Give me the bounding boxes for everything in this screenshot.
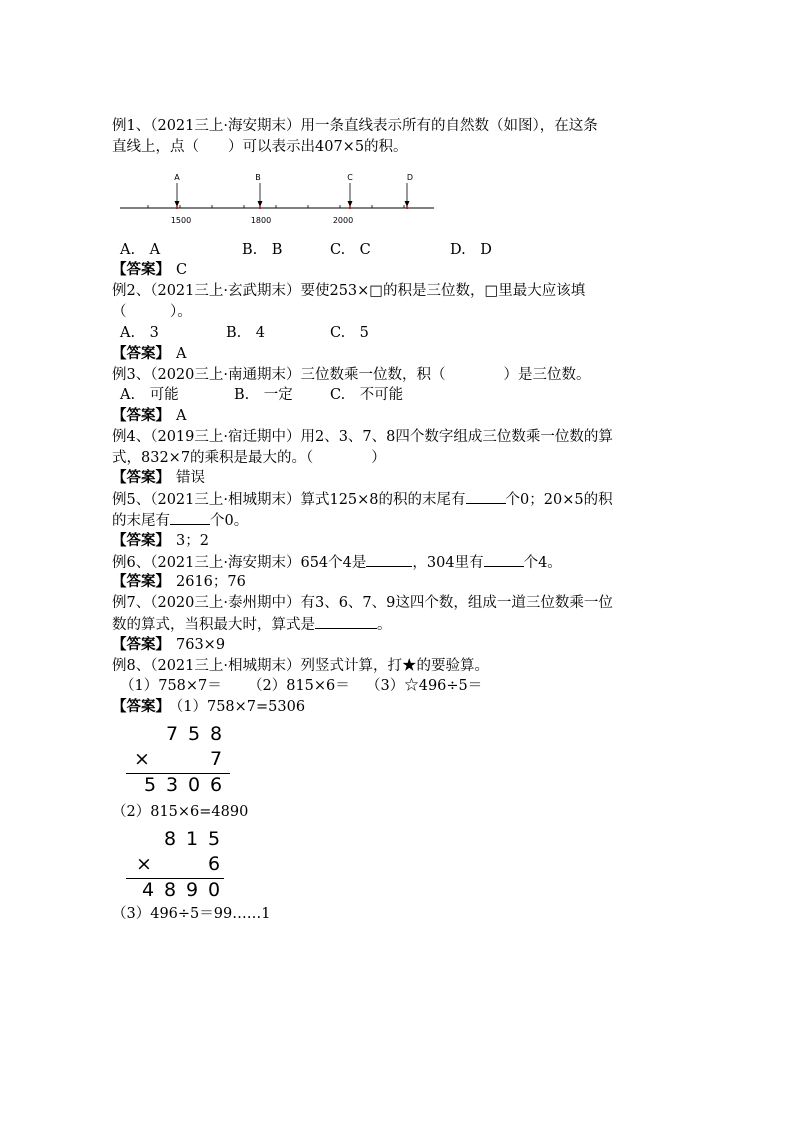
- ex5-text-part1: 例5、（2021三上·相城期末）算式125×8的积的末尾有: [112, 492, 466, 508]
- ex3-answer-value: A: [176, 408, 187, 424]
- ex8-problem-1: （1）758×7＝: [120, 678, 222, 694]
- point-a-label: A: [174, 173, 180, 182]
- ex2-options: [120, 323, 369, 343]
- calc2-multiplier: 6: [207, 853, 221, 875]
- answer-label: 【答案】: [112, 574, 170, 590]
- ex7-question-line2: [112, 614, 392, 635]
- calc1-top-digit: 8: [209, 723, 223, 745]
- ex7-text-part2: 。: [377, 617, 392, 633]
- calc2-result-row: [124, 878, 234, 902]
- answer-label: 【答案】: [112, 533, 170, 549]
- ex8-answer-1: （1）758×7=5306: [176, 699, 306, 715]
- ex5-text-part2: 个0；20×5的积: [505, 492, 613, 508]
- ex6-text-part1: 例6、（2021三上·海安期末）654个4是: [112, 555, 367, 571]
- tick-label-1500: 1500: [170, 216, 192, 225]
- ex4-answer-value: 错误: [176, 470, 205, 486]
- ex4-question-line2: 式，832×7的乘积是最大的。（ ）: [112, 450, 386, 466]
- calc2-result-digit: 8: [163, 879, 177, 901]
- answer-label: 【答案】: [112, 262, 170, 278]
- vertical-calc-758x7: [124, 722, 234, 798]
- ex6-text-part3: 个4。: [523, 555, 562, 571]
- ex5-text-part3: 的末尾有: [112, 513, 170, 529]
- ex5-question-line2: [112, 510, 248, 531]
- ex5-answer-value: 3；2: [176, 533, 209, 549]
- calc2-result-digit: 4: [141, 879, 155, 901]
- calc2-result-digit: 9: [185, 879, 199, 901]
- calc1-result-digit: 5: [143, 774, 157, 796]
- calc2-top-row: [124, 827, 234, 851]
- ex1-option-c: C. C: [330, 242, 371, 258]
- calc1-top-row: [124, 722, 234, 746]
- ex5-blank-1[interactable]: [466, 489, 506, 504]
- calc1-result-digit: 0: [187, 774, 201, 796]
- ex2-option-b: B. 4: [226, 325, 265, 341]
- point-b-label: B: [255, 173, 261, 182]
- calc2-top-digit: 5: [207, 828, 221, 850]
- ex6-blank-1[interactable]: [366, 552, 412, 567]
- ex7-text-part1: 数的算式，当积最大时，算式是: [112, 617, 315, 633]
- calc2-top-digit: 8: [163, 828, 177, 850]
- ex8-answer-3: （3）496÷5＝99……1: [112, 906, 271, 922]
- ex8-answer: [112, 697, 305, 717]
- calc1-multiplier-row: [124, 747, 234, 771]
- ex5-blank-2[interactable]: [170, 510, 210, 525]
- point-d-marker: [405, 173, 414, 209]
- tick-label-2000: 2000: [332, 216, 354, 225]
- calc1-times-sign: ×: [134, 748, 150, 770]
- ex3-option-b: B. 一定: [234, 387, 293, 403]
- ex1-answer: [112, 260, 187, 280]
- ex1-option-d: D. D: [450, 242, 492, 258]
- calc2-times-sign: ×: [136, 853, 152, 875]
- answer-label: 【答案】: [112, 470, 170, 486]
- ex7-blank[interactable]: [315, 614, 377, 629]
- calc2-result-digit: 0: [207, 879, 221, 901]
- point-b-marker: [255, 173, 262, 209]
- tick-label-1800: 1800: [250, 216, 272, 225]
- ex6-answer-value: 2616；76: [176, 574, 246, 590]
- ex4-answer: [112, 468, 205, 488]
- ex2-question-line1: 例2、（2021三上·玄武期末）要使253×□的积是三位数，□里最大应该填: [112, 283, 586, 299]
- ex2-option-a: A. 3: [120, 325, 159, 341]
- answer-label: 【答案】: [112, 699, 170, 715]
- ex1-option-a: A. A: [120, 242, 161, 258]
- ex3-options: [120, 385, 403, 405]
- calc1-result-digit: 3: [165, 774, 179, 796]
- ex6-question-line1: [112, 552, 562, 573]
- vertical-calc-815x6: [124, 827, 234, 903]
- ex8-problem-2: （2）815×6＝: [248, 678, 350, 694]
- ex6-text-part2: ，304里有: [412, 555, 484, 571]
- ex5-question-line1: [112, 489, 613, 510]
- ex4-question-line1: 例4、（2019三上·宿迁期中）用2、3、7、8四个数字组成三位数乘一位数的算: [112, 429, 613, 445]
- ex7-question-line1: 例7、（2020三上·泰州期中）有3、6、7、9这四个数，组成一道三位数乘一位: [112, 595, 613, 611]
- ex3-option-c: C. 不可能: [330, 387, 404, 403]
- point-d-label: D: [406, 173, 414, 182]
- answer-label: 【答案】: [112, 637, 170, 653]
- ex7-answer: [112, 635, 225, 655]
- ex8-answer-2: （2）815×6=4890: [112, 804, 249, 820]
- ex8-problem-3: （3）☆496÷5＝: [366, 678, 483, 694]
- calc1-top-digit: 7: [165, 723, 179, 745]
- answer-label: 【答案】: [112, 408, 170, 424]
- ex8-problems: [120, 676, 482, 696]
- point-c-label: C: [347, 173, 353, 182]
- ex3-question-line1: 例3、（2020三上·南通期末）三位数乘一位数，积（ ）是三位数。: [112, 367, 591, 383]
- number-line-figure: [118, 166, 438, 232]
- ex5-text-part4: 个0。: [210, 513, 249, 529]
- calc2-top-digit: 1: [185, 828, 199, 850]
- point-c-marker: [347, 173, 353, 209]
- calc1-result-digit: 6: [209, 774, 223, 796]
- ex2-answer-value: A: [176, 346, 187, 362]
- ex1-question-line1: 例1、（2021三上·海安期末）用一条直线表示所有的自然数（如图），在这条: [112, 118, 598, 134]
- ex6-answer: [112, 572, 246, 592]
- answer-label: 【答案】: [112, 346, 170, 362]
- calc1-result-row: [124, 773, 234, 797]
- point-a-marker: [174, 173, 180, 209]
- ex1-option-b: B. B: [242, 242, 283, 258]
- ex8-question-line1: 例8、（2021三上·相城期末）列竖式计算，打★的要验算。: [112, 658, 489, 674]
- ex1-answer-value: C: [176, 262, 188, 278]
- ex1-question-line2: 直线上，点（ ）可以表示出407×5的积。: [112, 139, 408, 155]
- ex1-options: [120, 240, 492, 260]
- ex7-answer-value: 763×9: [176, 637, 226, 653]
- ex2-option-c: C. 5: [330, 325, 369, 341]
- calc1-top-digit: 5: [187, 723, 201, 745]
- ex3-answer: [112, 406, 186, 426]
- ex2-question-line2: （ ）。: [112, 304, 192, 320]
- calc2-multiplier-row: [124, 852, 234, 876]
- calc1-multiplier: 7: [209, 748, 223, 770]
- ex5-answer: [112, 531, 209, 551]
- ex6-blank-2[interactable]: [484, 552, 524, 567]
- ex3-option-a: A. 可能: [120, 387, 179, 403]
- ex2-answer: [112, 344, 186, 364]
